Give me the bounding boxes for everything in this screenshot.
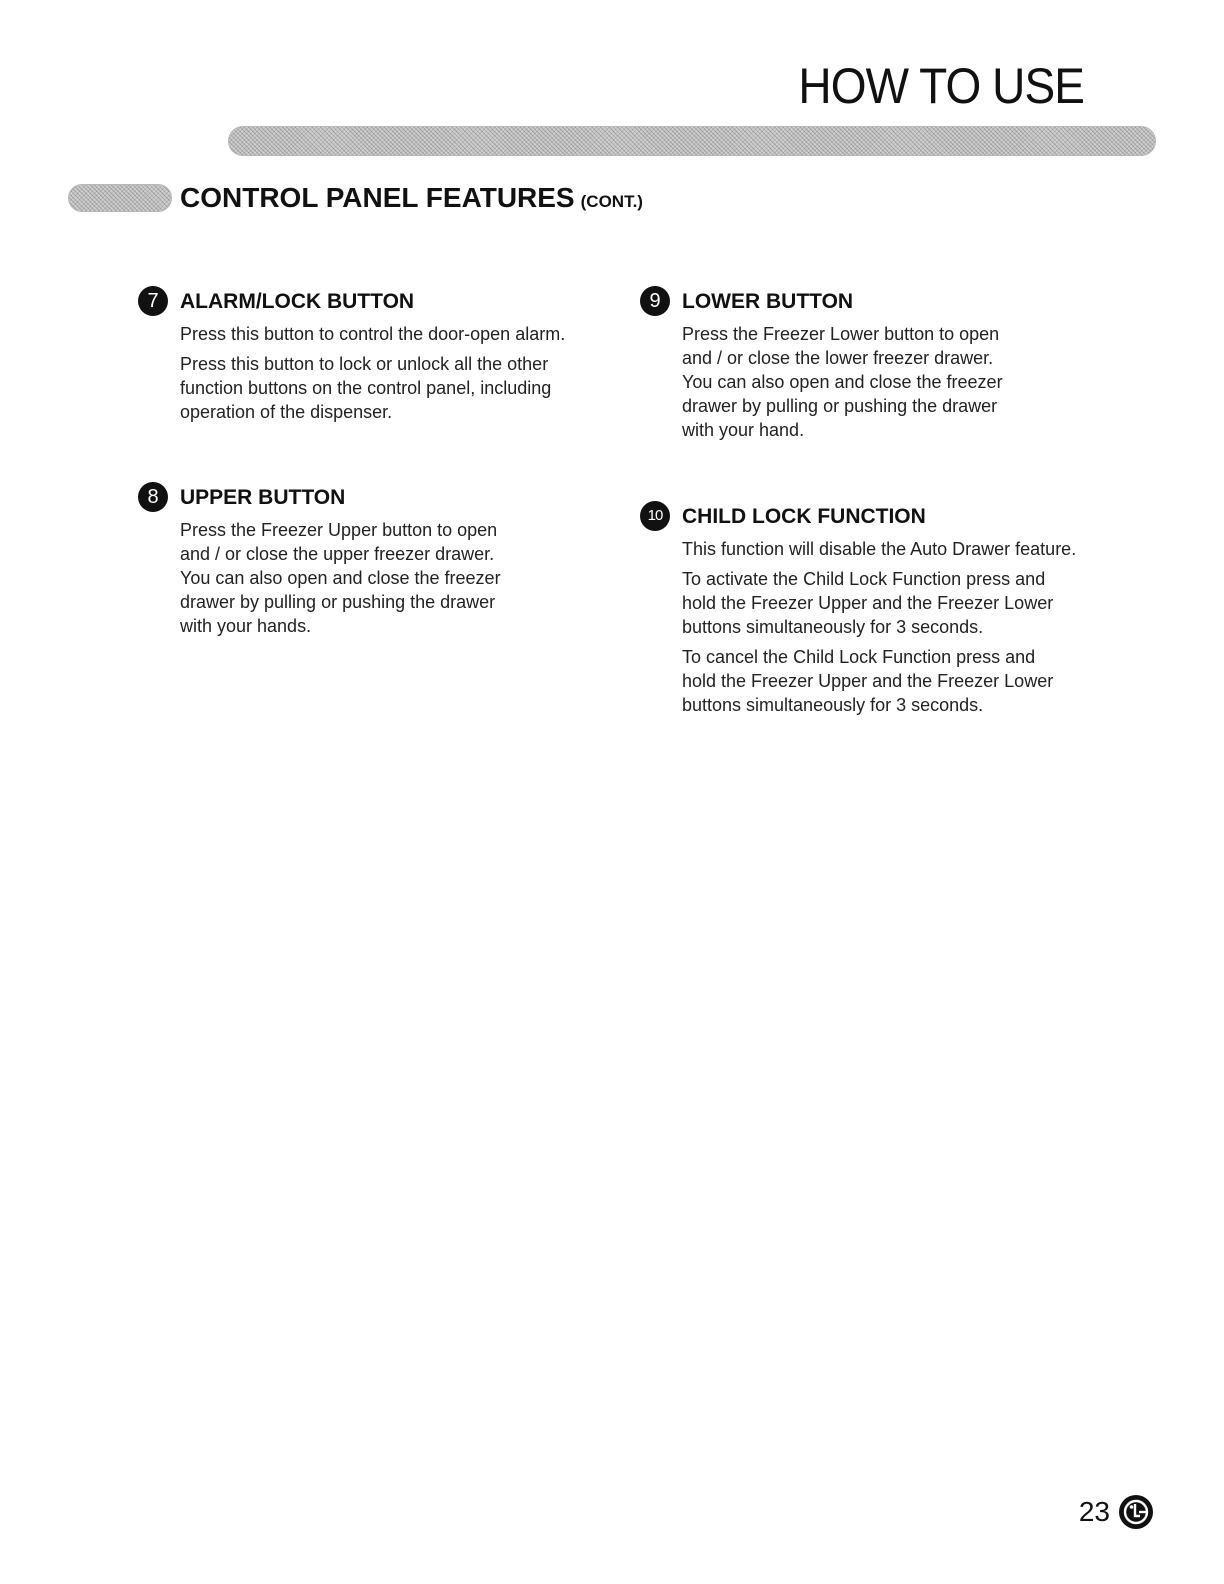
feature-title: CHILD LOCK FUNCTION [682,505,926,528]
feature-paragraph: Press this button to control the door-open alarm. [180,324,566,344]
number-9-icon: 9 [640,286,670,316]
section-title [180,180,643,220]
feature-paragraph: To activate the Child Lock Function press and hold the Freezer Upper and the Freezer Lower buttons simultaneously for 3 seconds. [682,569,1054,637]
feature-paragraph: To cancel the Child Lock Function press and hold the Freezer Upper and the Freezer Lower buttons simultaneously for 3 seconds. [682,647,1054,715]
number-8-icon: 8 [138,482,168,512]
feature-child-lock [647,503,1142,723]
feature-paragraph: Press this button to lock or unlock all the other function buttons on the control panel, including operation of the dispenser. [180,354,552,422]
lg-logo-icon [1118,1494,1154,1530]
number-7-icon: 7 [138,286,168,316]
section-title-suffix: (CONT.) [580,192,643,211]
number-10-icon: 10 [640,501,670,531]
header-decorative-bar [228,126,1156,156]
feature-title: LOWER BUTTON [682,290,854,313]
feature-paragraph: This function will disable the Auto Drawer feature. [682,539,1077,559]
feature-heading [147,288,640,316]
feature-upper-button [147,484,640,644]
feature-title: UPPER BUTTON [180,486,346,509]
feature-paragraph: Press the Freezer Upper button to open and / or close the upper freezer drawer. You can also open and close the freezer drawer by pulling or pushing the drawer with your hands. [180,520,501,636]
feature-heading [147,484,640,512]
feature-heading [649,288,1142,316]
feature-heading [647,503,1142,531]
page-header-title: HOW TO USE [798,58,1084,114]
feature-lower-button [649,288,1142,448]
page-number: 23 [1078,1496,1110,1527]
feature-alarm-lock [147,288,640,430]
feature-title: ALARM/LOCK BUTTON [180,290,415,313]
section-decorative-pill [68,184,172,212]
section-title-text: CONTROL PANEL FEATURES [180,182,575,213]
feature-paragraph: Press the Freezer Lower button to open and / or close the lower freezer drawer. You can also open and close the freezer drawer by pulling or pushing the drawer with your hand. [682,324,1003,440]
